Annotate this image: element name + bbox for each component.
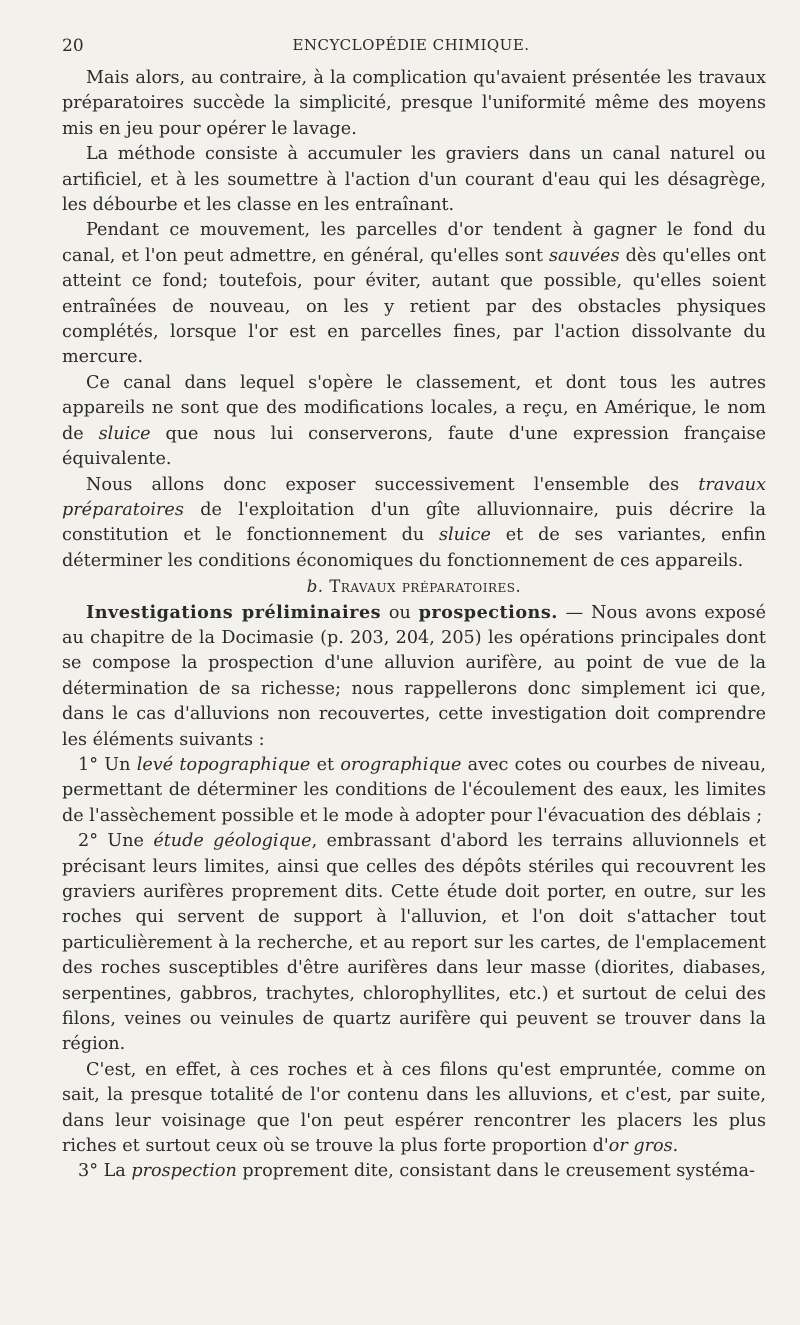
paragraph: La méthode consiste à accumuler les graviers dans un canal naturel ou artificiel, et à les soumettre à l'action d'un courant d'eau qui les désagrège, les débourbe et les classe en les entraînant. [62,144,766,216]
list-item: 1° Un levé topographique et orographique avec cotes ou courbes de niveau, permettant de déterminer les conditions de l'écoulement des eaux, les limites de l'assèchement possible et le mode à adopter pour l'évacuation des déblais ; [62,754,767,826]
paragraph: Pendant ce mouvement, les parcelles d'or tendent à gagner le fond du canal, et l'on peut admettre, en général, qu'elles sont sauvées dès qu'elles ont atteint ce fond; toutefois, pour éviter, autant que possible, qu'elles soient entraînées de nouveau, on les y retient par des obstacles physiques complétés, lorsque l'or est en parcelles fines, par l'action dissolvante du mercure. [62,220,766,368]
run-in-heading: prospections. [418,601,558,623]
paragraph: Mais alors, au contraire, à la complication qu'avaient présentée les travaux préparatoires succède la simplicité, presque l'uniformité même des moyens mis en jeu pour opérer le lavage. [62,68,766,139]
emphasis: sluice [98,423,151,444]
emphasis: sauvées [548,245,620,266]
list-item: 3° La prospection proprement dite, consistant dans le creusement systéma- [78,1161,755,1182]
running-title: ENCYCLOPÉDIE CHIMIQUE. [292,36,530,54]
section-letter: b. [306,577,324,597]
paragraph: Investigations préliminaires ou prospections. — Nous avons exposé au chapitre de la Docimasie (p. 203, 204, 205) les opérations principales dont se compose la prospection d'une alluvion aurifère, au point de vue de la détermination de sa richesse; nous rappellerons donc simplement ici que, dans le cas d'alluvions non recouvertes, cette investigation doit comprendre les éléments suivants : [62,601,766,750]
emphasis: sluice [439,525,491,546]
list-item: 2° Une étude géologique, embrassant d'abord les terrains alluvionnels et précisant leurs limites, ainsi que celles des dépôts stériles qui recouvrent les graviers aurifères proprement dits. Cette étude doit porter, en outre, sur les roches qui servent de support à l'alluvion, et l'on doit s'attacher tout particulièrement à la recherche, et au report sur les cartes, de l'emplacement des roches susceptibles d'être aurifères dans leur masse (diorites, diabases, serpentines, gabbros, trachytes, chlorophyllites, etc.) et surtout de celui des filons, veines ou veinules de quartz aurifère qui peuvent se trouver dans la région. [62,831,766,1055]
emphasis: travaux préparatoires [62,474,766,520]
running-head [62,36,760,60]
paragraph: Ce canal dans lequel s'opère le classement, et dont tous les autres appareils ne sont que des modifications locales, a reçu, en Amérique, le nom de sluice que nous lui conserverons, faute d'une expression française équivalente. [62,372,766,470]
page-number: 20 [62,36,84,56]
paragraph: C'est, en effet, à ces roches et à ces filons qu'est empruntée, comme on sait, la presque totalité de l'or contenu dans les alluvions, et c'est, par suite, dans leur voisinage que l'on peut espérer rencontrer les placers les plus riches et surtout ceux où se trouve la plus forte proportion d'or gros. [62,1059,766,1157]
section-heading [62,574,766,599]
run-in-heading: Investigations préliminaires [86,601,382,623]
paragraph: Nous allons donc exposer successivement l'ensemble des travaux préparatoires de l'exploitation d'un gîte alluvionnaire, puis décrire la constitution et le fonctionnement du sluice et de ses variantes, enfin déterminer les conditions économiques du fonctionnement de ces appareils. [62,474,766,571]
section-title: Travaux préparatoires. [329,577,522,597]
body-text [62,66,766,1185]
